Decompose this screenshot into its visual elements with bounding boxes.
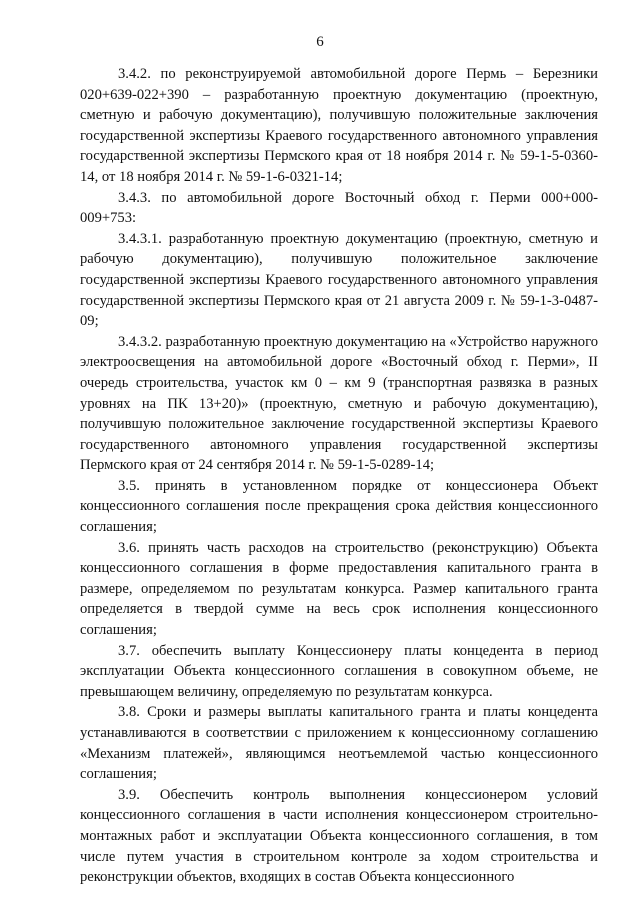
paragraph-3-4-3-1: 3.4.3.1. разработанную проектную документацию (проектную, сметную и рабочую документацию), получившую положительное заключение государственной экспертизы Краевого государственного автономного управления государственной экспертизы Пермского края от 21 августа 2009 г. № 59-1-3-0487-09;: [80, 230, 598, 330]
paragraph-3-9: 3.9. Обеспечить контроль выполнения концессионером условий концессионного соглашения в части исполнения концессионером строительно-монтажных работ и эксплуатации Объекта концессионного соглашения, в том числе путем участия в строительном контроле за ходом строительства и реконструкции объектов, входящих в состав Объекта концессионного: [80, 786, 598, 886]
page-number: 6: [316, 34, 324, 50]
paragraph-3-8: 3.8. Сроки и размеры выплаты капитального гранта и платы концедента устанавливаются в соответствии с приложением к концессионному соглашению «Механизм платежей», являющимся неотъемлемой частью концессионного соглашения;: [80, 704, 598, 783]
document-body: [80, 64, 598, 888]
paragraph-3-6: 3.6. принять часть расходов на строительство (реконструкцию) Объекта концессионного соглашения в форме предоставления капитального гранта в размере, определяемом по результатам конкурса. Размер капитального гранта определяется в твердой сумме на весь срок исполнения концессионного соглашения;: [80, 539, 598, 639]
paragraph-3-7: 3.7. обеспечить выплату Концессионеру платы концедента в период эксплуатации Объекта концессионного соглашения в совокупном объеме, не превышающем величину, определяемую по результатам конкурса.: [80, 642, 598, 700]
paragraph-3-4-3-2: 3.4.3.2. разработанную проектную документацию на «Устройство наружного электроосвещения на автомобильной дороге «Восточный обход г. Перми», II очередь строительства, участок км 0 – км 9 (транспортная развязка в разных уровнях на ПК 13+20)» (проектную, сметную и рабочую документацию), получившую положительное заключение государственной экспертизы Краевого государственного автономного управления государственной экспертизы Пермского края от 24 сентября 2014 г. № 59-1-5-0289-14;: [80, 333, 598, 474]
paragraph-3-4-3: 3.4.3. по автомобильной дороге Восточный обход г. Перми 000+000-009+753:: [80, 189, 598, 227]
paragraph-3-4-2: 3.4.2. по реконструируемой автомобильной дороге Пермь – Березники 020+639-022+390 – разработанную проектную документацию (проектную, сметную и рабочую документацию), получившую положительные заключения государственной экспертизы Краевого государственного автономного управления государственной экспертизы Пермского края от 18 ноября 2014 г. № 59-1-5-0360-14, от 18 ноября 2014 г. № 59-1-6-0321-14;: [80, 66, 598, 185]
paragraph-3-5: 3.5. принять в установленном порядке от концессионера Объект концессионного соглашения после прекращения срока действия концессионного соглашения;: [80, 477, 598, 536]
